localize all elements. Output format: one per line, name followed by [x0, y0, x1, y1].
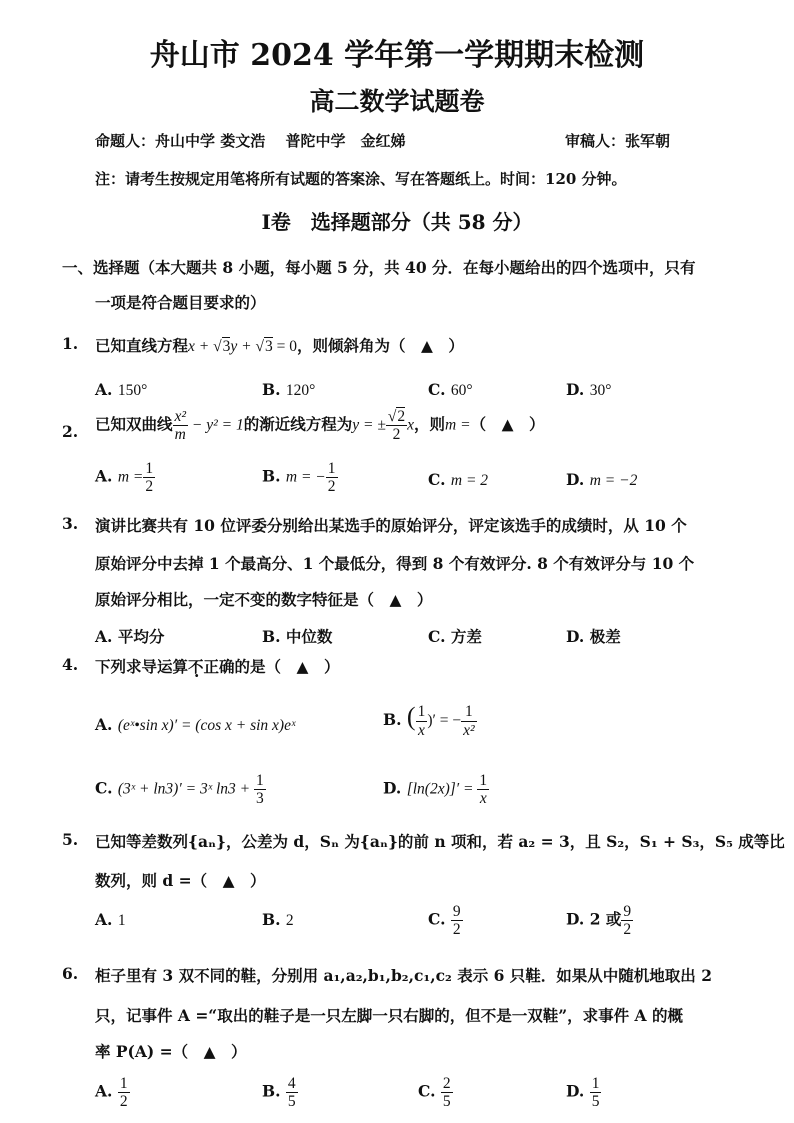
q6-line1: 柜子里有 3 双不同的鞋，分别用 a₁,a₂,b₁,b₂,c₁,c₂ 表示 6 只鞋．如果从中随机地取出 2: [95, 966, 712, 985]
q1-stem-pre: 已知直线方程: [95, 336, 189, 355]
q2-stem: 已知双曲线 $\frac{\text{x²}}{m}$ − y² = 1的渐近线方程为y = ± $\frac{√2}{2}$ x，则m =（ ▲ ）: [95, 408, 545, 444]
q2-option-c: C. m = 2: [428, 470, 489, 489]
q3-line1: 演讲比赛共有 10 位评委分别给出某选手的原始评分，评定该选手的成绩时，从 10 个: [95, 516, 687, 535]
q3-option-c: C. 方差: [428, 627, 482, 646]
q3-option-a: A. 平均分: [95, 627, 165, 646]
q1-eq-b: y +: [230, 338, 256, 355]
q5-line1: 已知等差数列{aₙ}，公差为 d，Sₙ 为{aₙ}的前 n 项和，若 a₂ = 3，且 S₂，S₁ + S₃，S₅ 成等比: [95, 832, 785, 851]
q1-option-a: A. 150°: [95, 380, 148, 399]
q6-option-d: D. $\frac{1}{5}$: [566, 1075, 600, 1111]
q2-frac-den: m: [174, 426, 186, 444]
q3-number: 3.: [62, 514, 79, 533]
q1-option-b: B. 120°: [262, 380, 316, 399]
part1-heading-line2: 一项是符合题目要求的）: [95, 293, 266, 312]
q6-number: 6.: [62, 964, 79, 983]
q6-option-c: C. $\frac{2}{5}$: [418, 1075, 451, 1111]
q5-option-d: D. 2 或 $\frac{9}{2}$: [566, 903, 632, 939]
q1-number: 1.: [62, 334, 79, 353]
paper-subtitle: 高二数学试题卷: [309, 87, 485, 116]
reviewer-line: 审稿人：张军朝: [565, 132, 671, 150]
q1-option-c: C. 60°: [428, 380, 473, 399]
authors-line: 命题人：舟山中学 娄文浩 普陀中学 金红娣: [95, 132, 406, 150]
paper-title: 舟山市 2024 学年第一学期期末检测: [149, 38, 645, 73]
exam-note: 注：请考生按规定用笔将所有试题的答案涂、写在答题纸上。时间：120 分钟。: [95, 170, 627, 188]
q6-line2: 只，记事件 A =“取出的鞋子是一只左脚一只右脚的，但不是一双鞋”，求事件 A 的概: [95, 1006, 683, 1025]
q4-option-b: B. ( $\frac{1}{x}$ )′ = − $\frac{1}{\text{x²}}$: [383, 702, 475, 739]
q1-eq-c: = 0: [272, 338, 297, 355]
q1-option-d: D. 30°: [566, 380, 612, 399]
q5-number: 5.: [62, 830, 79, 849]
q5-option-c: C. $\frac{9}{2}$: [428, 903, 461, 939]
q1-sqrt-a: 3: [222, 338, 231, 355]
part1-heading-line1: 一、选择题（本大题共 8 小题，每小题 5 分，共 40 分．在每小题给出的四个选项中，只有: [62, 258, 696, 277]
q2-option-a: A. m = $\frac{1}{2}$: [95, 460, 154, 496]
q1-stem-post: ，则倾斜角为（ ▲ ）: [296, 336, 464, 355]
q1-sqrt-b: 3: [264, 338, 273, 355]
q3-option-d: D. 极差: [566, 627, 621, 646]
q5-option-a: A. 1: [95, 910, 126, 929]
q4-option-a: A. (eˣ•sin x)′ = (cos x + sin x)eˣ: [95, 715, 296, 734]
section-title: Ⅰ卷 选择题部分（共 58 分）: [261, 210, 533, 234]
q6-option-b: B. $\frac{4}{5}$: [262, 1075, 296, 1111]
q4-option-c: C. (3ˣ + ln3)′ = 3ˣ ln3 + $\frac{1}{3}$: [95, 772, 264, 808]
q3-line2: 原始评分中去掉 1 个最高分、1 个最低分，得到 8 个有效评分. 8 个有效评分与 10 个: [95, 554, 695, 573]
q3-option-b: B. 中位数: [262, 627, 333, 646]
q4-option-d: D. [ln(2x)]′ = $\frac{1}{x}$: [383, 772, 488, 808]
q2-option-b: B. m = − $\frac{1}{2}$: [262, 460, 336, 496]
q4-emphasis-not: 不: [188, 657, 204, 676]
q4-number: 4.: [62, 655, 79, 674]
q1-eq-a: x +: [188, 338, 214, 355]
q2-option-d: D. m = −2: [566, 470, 638, 489]
q2-number: 2.: [62, 422, 79, 441]
q1-stem: 已知直线方程x + √3y + √3 = 0，则倾斜角为（ ▲ ）: [95, 336, 464, 355]
q5-option-b: B. 2: [262, 910, 294, 929]
q6-option-a: A. $\frac{1}{2}$: [95, 1075, 128, 1111]
q2-frac-num: x²: [174, 408, 187, 425]
q3-line3: 原始评分相比，一定不变的数字特征是（ ▲ ）: [95, 590, 433, 609]
q5-line2: 数列，则 d =（ ▲ ）: [95, 871, 266, 890]
q4-stem: 下列求导运算不正确的是（ ▲ ）: [95, 657, 340, 676]
q6-line3: 率 P(A) =（ ▲ ）: [95, 1042, 247, 1061]
